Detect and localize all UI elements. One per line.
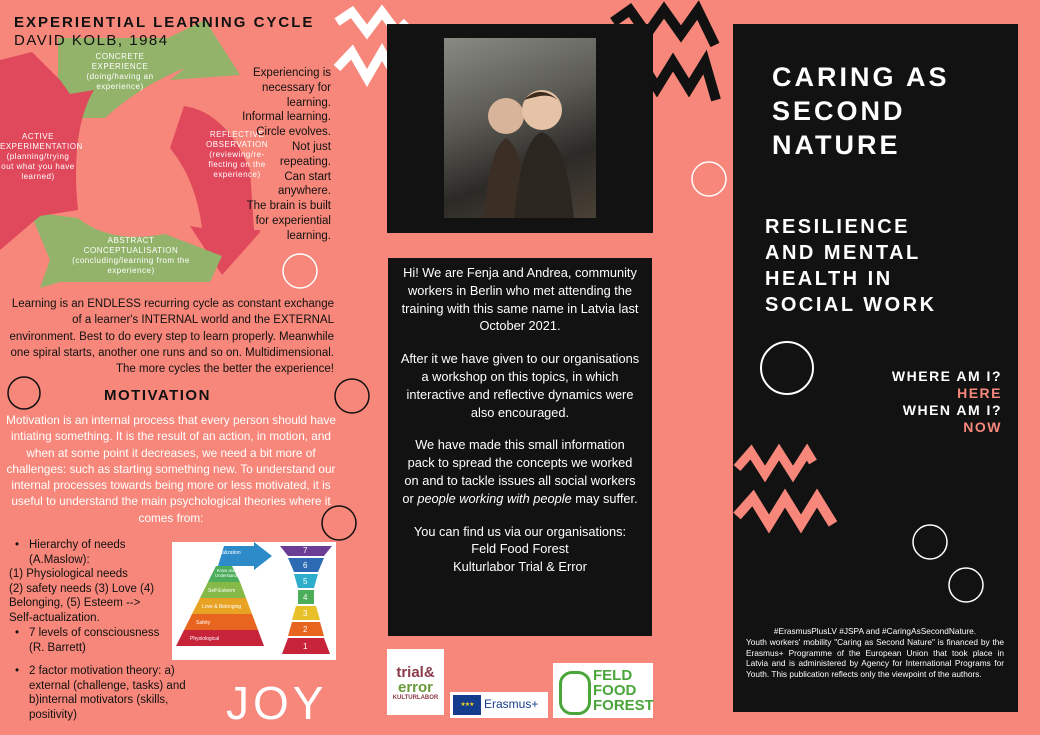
main-title: CARING AS SECOND NATURE xyxy=(772,62,950,160)
circle-outline xyxy=(283,254,317,288)
pyramid-level-label: Know and Understand xyxy=(215,568,237,578)
intro-paragraph-4: You can find us via our organisations: Feld Food Forest Kulturlabor Trial & Error xyxy=(413,523,627,575)
intro-paragraph-2: After it we have given to our organisations a workshop on this topics, in which interactive and reflective dynamics were also encouraged. xyxy=(400,351,640,420)
subtitle: RESILIENCE AND MENTAL HEALTH IN SOCIAL WORK xyxy=(765,216,937,316)
zigzag-coral xyxy=(737,498,833,524)
circle-outline xyxy=(692,162,726,196)
pyramid-level-label: Self-Esteem xyxy=(208,588,236,594)
theory-barrett: • 7 levels of consciousness (R. Barrett) xyxy=(15,627,160,654)
bullet-icon: • xyxy=(15,539,20,551)
erasmus-logo[interactable]: ★★★ Erasmus+ xyxy=(450,692,548,718)
pyramid-number: 4 xyxy=(303,593,308,602)
theory-maslow: • Hierarchy of needs (A.Maslow): (1) Physiological needs (2) safety needs (3) Love (4) Belonging, (5) Esteem --> Self-actualization. xyxy=(9,539,155,624)
motivation-heading: MOTIVATION xyxy=(104,387,211,404)
theory-two-factor: • 2 factor motivation theory: a) external (challenge, tasks) and b)internal motivators (skills, positivity) xyxy=(15,665,186,721)
pyramid-number: 7 xyxy=(303,546,308,555)
where-when-block: WHERE AM I? HERE WHEN AM I? NOW xyxy=(891,368,1002,435)
joy-word: JOY xyxy=(226,677,328,729)
cycle-author: DAVID KOLB, 1984 xyxy=(14,32,169,49)
circle-outline xyxy=(761,342,813,394)
circle-outline xyxy=(335,379,369,413)
circle-outline xyxy=(322,506,356,540)
intro-paragraph-3: We have made this small information pack to spread the concepts we worked on and to tackle issues all social workers or people working with people may suffer. xyxy=(402,437,638,506)
endless-cycle-paragraph: Learning is an ENDLESS recurring cycle as constant exchange of a learner's INTERNAL world and the EXTERNAL environment. Best to do every step to learn properly. Meanwhile one spiral starts, another one runs and so on. Multidimensional. The more cycles the better the experience! xyxy=(9,298,334,376)
abstract-conceptualisation-label: ABSTRACT CONCEPTUALISATION (concluding/learning from the experience) xyxy=(72,236,190,275)
trial-error-logo[interactable]: trial& error KULTURLABOR xyxy=(387,649,444,715)
authors-photo xyxy=(444,38,596,218)
pyramid-number: 3 xyxy=(303,609,308,618)
bullet-icon: • xyxy=(15,627,20,639)
pyramid-number: 2 xyxy=(303,625,308,634)
concrete-experience-label: CONCRETE EXPERIENCE (doing/having an experience) xyxy=(86,52,154,91)
bullet-icon: • xyxy=(15,665,20,677)
reflective-observation-label: REFLECTIVE OBSERVATION (reviewing/re-flecting on the experience) xyxy=(206,130,268,179)
pyramid-number: 6 xyxy=(303,561,308,570)
tree-icon xyxy=(559,671,591,715)
circle-outline xyxy=(8,377,40,409)
pyramid-number: 1 xyxy=(303,642,308,651)
experiencing-notes: Experiencing is necessary for learning. Informal learning. Circle evolves. Not just repeating. Can start anywhere. The brain is built for experiential learning. xyxy=(242,67,331,242)
pyramid-level-label: Safety xyxy=(196,620,211,626)
feld-food-forest-logo[interactable]: FELD FOOD FOREST xyxy=(553,663,653,718)
cycle-title: EXPERIENTIAL LEARNING CYCLE xyxy=(14,14,315,31)
pyramid-number: 5 xyxy=(303,577,308,586)
zigzag-coral xyxy=(737,452,813,474)
funding-notice: #ErasmusPlusLV #JSPA and #CaringAsSecondNature. Youth workers' mobility "Caring as Second Nature" is financed by the Erasmus+ Programme of the European Union that took place in Latvia and is administered by Agency for International Programs for Youth. This publication reflects only the viewpoint of the authors. xyxy=(746,626,1004,680)
motivation-paragraph: Motivation is an internal process that every person should have intiating something. It is the result of an action, in motion, and when at some point it decreases, we need a bit more of challenges: such as starting something new. To understand our internal processes towards being more or less motivated, it is useful to understand the main psychological theories where it comes from: xyxy=(6,413,336,525)
circle-outline xyxy=(949,568,983,602)
active-experimentation-label: ACTIVE EXPERIMENTATION (planning/trying out what you have learned) xyxy=(0,132,83,181)
circle-outline xyxy=(913,525,947,559)
eu-flag-icon: ★★★ xyxy=(453,695,481,715)
intro-panel xyxy=(388,258,652,636)
pyramid-level-label: Physiological xyxy=(190,636,220,642)
intro-paragraph-1: Hi! We are Fenja and Andrea, community workers in Berlin who met attending the training with this same name in Latvia last October 2021. xyxy=(401,265,639,334)
pyramid-level-label: Self-Actualization xyxy=(202,550,241,556)
pyramid-level-label: Love & Belonging xyxy=(202,604,242,610)
